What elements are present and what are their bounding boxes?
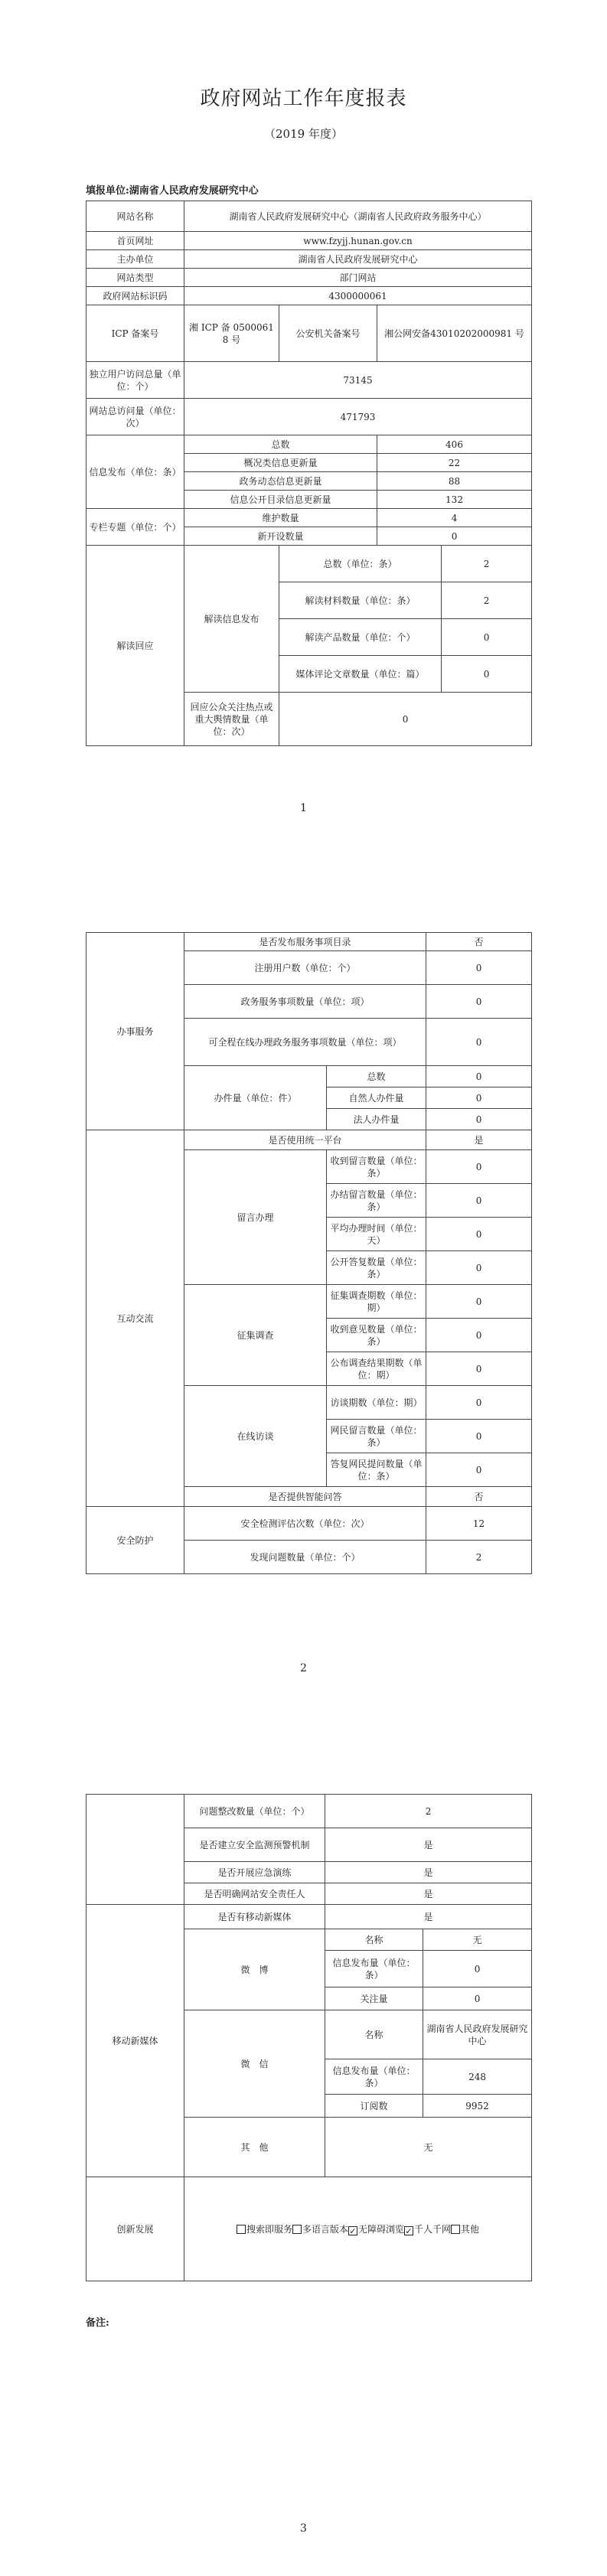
svc-handle-total-label: 总数 — [327, 1066, 426, 1087]
info-total-value: 406 — [377, 435, 532, 454]
interp-product-value: 0 — [442, 619, 532, 656]
site-code-value: 4300000061 — [184, 287, 532, 305]
svc-handle-person-label: 自然人办件量 — [327, 1087, 426, 1109]
survey-opinions-label: 收到意见数量（单位：条） — [327, 1319, 426, 1352]
table-row — [86, 1130, 532, 1150]
talk-count-value: 0 — [426, 1386, 532, 1420]
interp-response-value: 0 — [279, 693, 532, 746]
talk-count-label: 访谈期数（单位：期） — [327, 1386, 426, 1420]
sec-drill-value: 是 — [325, 1862, 532, 1883]
sec-fixed-label: 问题整改数量（单位：个） — [184, 1795, 325, 1828]
site-name-label: 网站名称 — [86, 201, 184, 232]
survey-results-value: 0 — [426, 1352, 532, 1386]
pv-value: 471793 — [184, 399, 532, 435]
info-overview-label: 概况类信息更新量 — [184, 454, 377, 472]
survey-results-label: 公布调查结果期数（单位：期） — [327, 1352, 426, 1386]
wechat-posts-value: 248 — [423, 2059, 532, 2095]
security-label: 安全防护 — [86, 1507, 184, 1574]
checkbox-icon[interactable] — [451, 2225, 460, 2234]
checkbox-icon[interactable] — [292, 2225, 302, 2234]
mobile-label: 移动新媒体 — [86, 1905, 184, 2177]
innovation-option[interactable]: ✓ 千人千网 — [405, 2223, 452, 2236]
innovation-option[interactable]: 其他 — [451, 2224, 479, 2235]
interp-material-value: 2 — [442, 582, 532, 619]
column-maintain-value: 4 — [377, 509, 532, 527]
column-new-value: 0 — [377, 527, 532, 546]
table-row — [86, 2177, 532, 2281]
survey-label: 征集调查 — [184, 1285, 327, 1386]
weibo-posts-label: 信息发布量（单位：条） — [325, 1951, 423, 1987]
sec-scan-value: 12 — [426, 1507, 532, 1541]
msg-received-label: 收到留言数量（单位：条） — [327, 1150, 426, 1184]
site-name-value: 湖南省人民政府发展研究中心（湖南省人民政府政务服务中心） — [184, 201, 532, 232]
talk-answers-label: 答复网民提问数量（单位：条） — [327, 1453, 426, 1487]
icp-value: 湘 ICP 备 05000618 号 — [184, 305, 279, 362]
host-label: 主办单位 — [86, 250, 184, 269]
page-number-2: 2 — [300, 1662, 307, 1674]
int-platform-value: 是 — [426, 1130, 532, 1150]
mobile-has-label: 是否有移动新媒体 — [184, 1905, 325, 1929]
info-overview-value: 22 — [377, 454, 532, 472]
msg-public-label: 公开答复数量（单位：条） — [327, 1251, 426, 1285]
msg-done-value: 0 — [426, 1184, 532, 1218]
table-row — [86, 269, 532, 287]
weibo-name-label: 名称 — [325, 1929, 423, 1951]
table-row — [86, 250, 532, 269]
page-number-1: 1 — [300, 802, 307, 814]
table-row — [86, 232, 532, 250]
interp-media-label: 媒体评论文章数量（单位：篇） — [279, 656, 442, 693]
innovation-option[interactable]: 搜索即服务 — [237, 2224, 292, 2235]
info-dynamic-value: 88 — [377, 472, 532, 491]
msg-done-label: 办结留言数量（单位：条） — [327, 1184, 426, 1218]
svc-handle-person-value: 0 — [426, 1087, 532, 1109]
table-row — [86, 509, 532, 527]
sec-owner-value: 是 — [325, 1883, 532, 1905]
interp-media-value: 0 — [442, 656, 532, 693]
info-label: 信息发布（单位：条） — [86, 435, 184, 509]
police-label: 公安机关备案号 — [279, 305, 377, 362]
msg-time-label: 平均办理时间（单位：天） — [327, 1218, 426, 1251]
table-row — [86, 1507, 532, 1541]
icp-label: ICP 备案号 — [86, 305, 184, 362]
note-label: 备注: — [86, 2317, 109, 2329]
svc-publish-value: 否 — [426, 933, 532, 951]
checkbox-icon[interactable] — [237, 2225, 246, 2234]
innovation-option[interactable]: 多语言版本 — [292, 2224, 348, 2235]
svc-handle-total-value: 0 — [426, 1066, 532, 1087]
report-table-page3 — [86, 1794, 532, 2281]
msg-label: 留言办理 — [184, 1150, 327, 1285]
sec-warning-label: 是否建立安全监测预警机制 — [184, 1828, 325, 1862]
table-row — [86, 201, 532, 232]
interp-response-label: 回应公众关注热点或重大舆情数量（单位：次） — [184, 693, 279, 746]
table-row — [86, 933, 532, 951]
table-row — [86, 362, 532, 399]
info-dynamic-label: 政务动态信息更新量 — [184, 472, 377, 491]
report-table-page1 — [86, 201, 532, 746]
homepage-value: www.fzyjj.hunan.gov.cn — [184, 232, 532, 250]
wechat-subs-label: 订阅数 — [325, 2095, 423, 2118]
service-label: 办事服务 — [86, 933, 184, 1130]
svc-items-label: 政务服务事项数量（单位：项） — [184, 985, 426, 1019]
talk-label: 在线访谈 — [184, 1386, 327, 1487]
sec-drill-label: 是否开展应急演练 — [184, 1862, 325, 1883]
talk-answers-value: 0 — [426, 1453, 532, 1487]
weibo-posts-value: 0 — [423, 1951, 532, 1987]
weibo-label: 微 博 — [184, 1929, 325, 2010]
svc-users-label: 注册用户数（单位：个） — [184, 951, 426, 985]
site-type-label: 网站类型 — [86, 269, 184, 287]
info-catalog-label: 信息公开目录信息更新量 — [184, 491, 377, 509]
column-label: 专栏专题（单位：个） — [86, 509, 184, 546]
info-total-label: 总数 — [184, 435, 377, 454]
survey-opinions-value: 0 — [426, 1319, 532, 1352]
weibo-follow-value: 0 — [423, 1987, 532, 2010]
sec-fixed-value: 2 — [325, 1795, 532, 1828]
weibo-name-value: 无 — [423, 1929, 532, 1951]
svc-items-value: 0 — [426, 985, 532, 1019]
mobile-has-value: 是 — [325, 1905, 532, 1929]
svc-handle-label: 办件量（单位：件） — [184, 1066, 327, 1130]
table-row — [86, 435, 532, 454]
int-platform-label: 是否使用统一平台 — [184, 1130, 426, 1150]
wechat-label: 微 信 — [184, 2010, 325, 2118]
interp-total-value: 2 — [442, 546, 532, 582]
interp-label: 解读回应 — [86, 546, 184, 746]
page-number-3: 3 — [300, 2522, 307, 2535]
talk-questions-label: 网民留言数量（单位：条） — [327, 1420, 426, 1453]
checkbox-icon[interactable]: ✓ — [405, 2225, 413, 2236]
interact-label: 互动交流 — [86, 1130, 184, 1507]
msg-public-value: 0 — [426, 1251, 532, 1285]
sec-warning-value: 是 — [325, 1828, 532, 1862]
interp-total-label: 总数（单位：条） — [279, 546, 442, 582]
weibo-follow-label: 关注量 — [325, 1987, 423, 2010]
column-maintain-label: 维护数量 — [184, 509, 377, 527]
table-row — [86, 305, 532, 362]
report-year: （2019 年度） — [264, 127, 343, 141]
reporting-unit: 填报单位:湖南省人民政府发展研究中心 — [86, 185, 259, 197]
smart-qa-value: 否 — [426, 1487, 532, 1507]
innovation-options — [184, 2177, 532, 2281]
info-catalog-value: 132 — [377, 491, 532, 509]
host-value: 湖南省人民政府发展研究中心 — [184, 250, 532, 269]
other-value: 无 — [325, 2118, 532, 2177]
column-new-label: 新开设数量 — [184, 527, 377, 546]
smart-qa-label: 是否提供智能问答 — [184, 1487, 426, 1507]
svc-online-label: 可全程在线办理政务服务事项数量（单位：项） — [184, 1019, 426, 1066]
msg-time-value: 0 — [426, 1218, 532, 1251]
svc-online-value: 0 — [426, 1019, 532, 1066]
svc-publish-label: 是否发布服务事项目录 — [184, 933, 426, 951]
homepage-label: 首页网址 — [86, 232, 184, 250]
sec-owner-label: 是否明确网站安全责任人 — [184, 1883, 325, 1905]
wechat-name-label: 名称 — [325, 2010, 423, 2059]
innovation-option[interactable]: ✓ 无障碍浏览 — [349, 2223, 405, 2236]
sec-issues-label: 发现问题数量（单位：个） — [184, 1541, 426, 1574]
svc-users-value: 0 — [426, 951, 532, 985]
table-row — [86, 1795, 532, 1828]
table-row — [86, 399, 532, 435]
uv-label: 独立用户访问总量（单位：个） — [86, 362, 184, 399]
table-row — [86, 546, 532, 582]
interp-info-label: 解读信息发布 — [184, 546, 279, 693]
wechat-subs-value: 9952 — [423, 2095, 532, 2118]
wechat-posts-label: 信息发布量（单位：条） — [325, 2059, 423, 2095]
site-code-label: 政府网站标识码 — [86, 287, 184, 305]
msg-received-value: 0 — [426, 1150, 532, 1184]
innovation-label: 创新发展 — [86, 2177, 184, 2281]
police-value: 湘公网安备43010202000981 号 — [377, 305, 532, 362]
interp-product-label: 解读产品数量（单位：个） — [279, 619, 442, 656]
survey-count-label: 征集调查期数（单位：期） — [327, 1285, 426, 1319]
checkbox-icon[interactable]: ✓ — [349, 2225, 357, 2236]
sec-issues-value: 2 — [426, 1541, 532, 1574]
wechat-name-value: 湖南省人民政府发展研究中心 — [423, 2010, 532, 2059]
pv-label: 网站总访问量（单位：次） — [86, 399, 184, 435]
other-label: 其 他 — [184, 2118, 325, 2177]
interp-material-label: 解读材料数量（单位：条） — [279, 582, 442, 619]
sec-scan-label: 安全检测评估次数（单位：次） — [184, 1507, 426, 1541]
uv-value: 73145 — [184, 362, 532, 399]
report-title: 政府网站工作年度报表 — [200, 87, 407, 110]
table-row — [86, 1905, 532, 1929]
svc-handle-legal-label: 法人办件量 — [327, 1109, 426, 1130]
table-row — [86, 287, 532, 305]
survey-count-value: 0 — [426, 1285, 532, 1319]
security-label-cont — [86, 1795, 184, 1905]
site-type-value: 部门网站 — [184, 269, 532, 287]
report-table-page2 — [86, 932, 532, 1574]
talk-questions-value: 0 — [426, 1420, 532, 1453]
svc-handle-legal-value: 0 — [426, 1109, 532, 1130]
